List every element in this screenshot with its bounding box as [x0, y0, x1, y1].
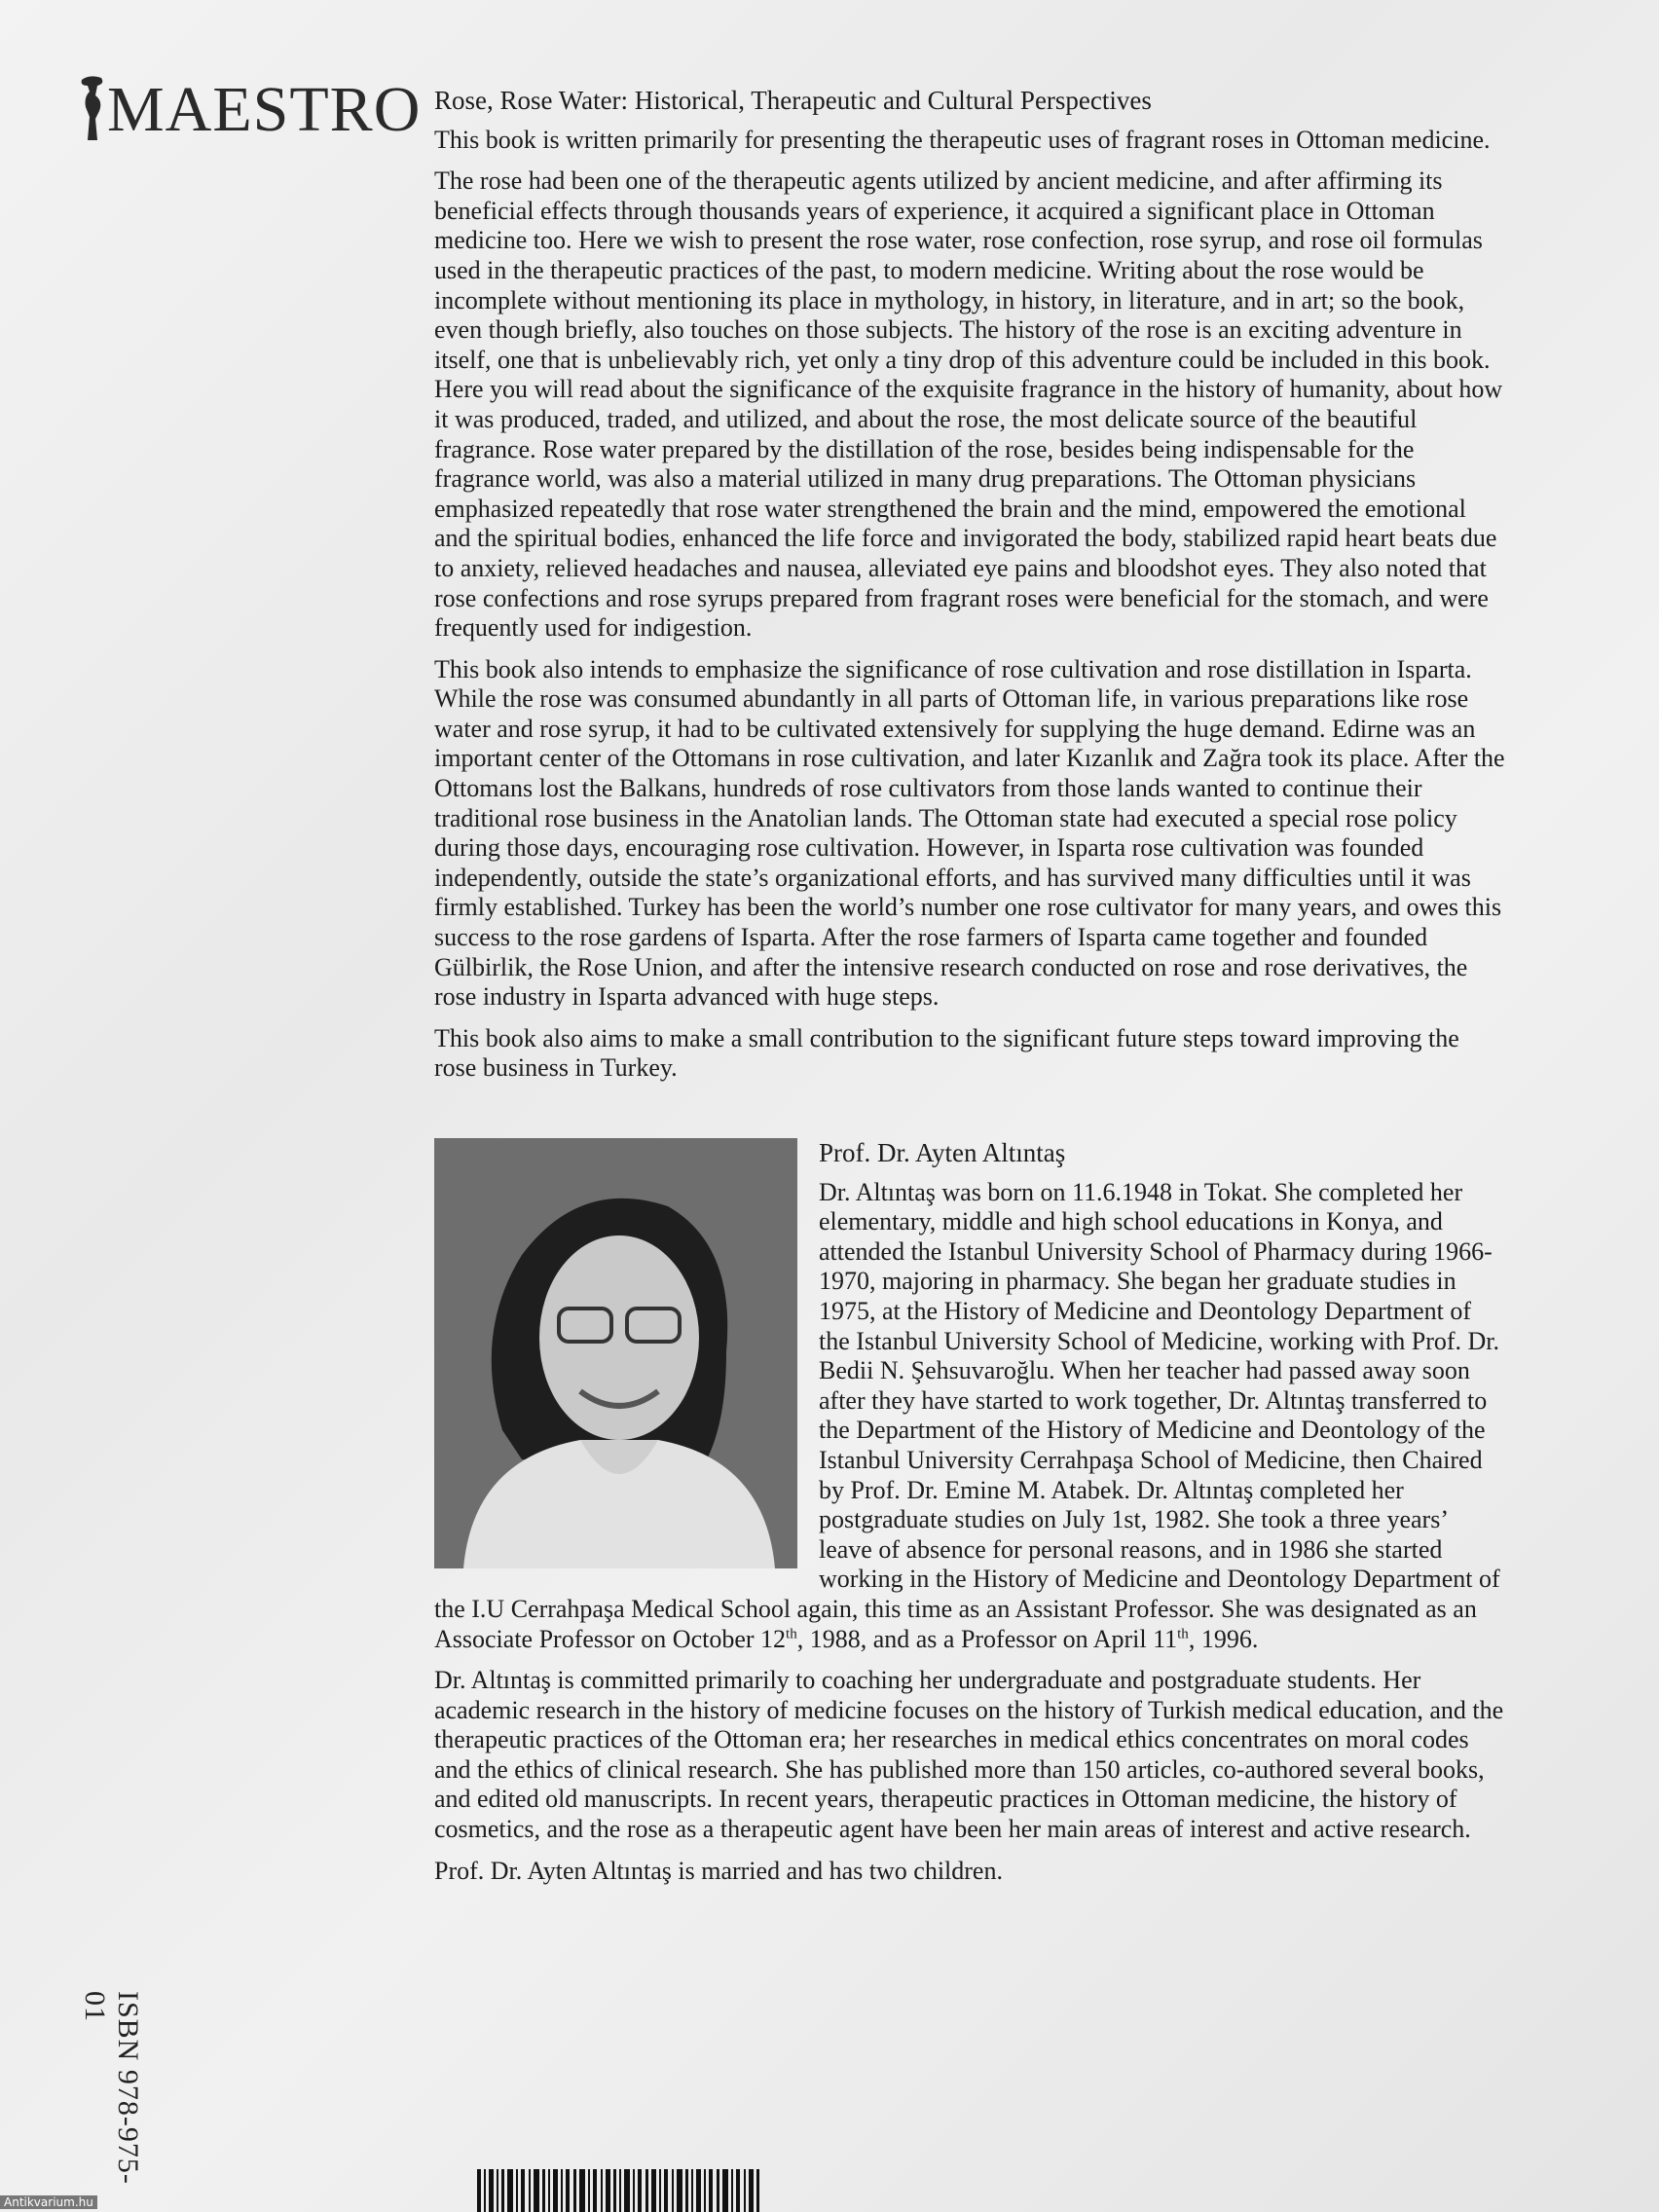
barcode-icon: [477, 2169, 759, 2212]
isbn-number: ISBN 978-975-01: [79, 1991, 144, 2185]
book-paragraph: This book also intends to emphasize the significance of rose cultivation and rose distillation in Isparta. While the rose was consumed abundantly in all parts of Ottoman life, in various preparations like rose water and rose syrup, it had to be cultivated extensively for supplying the huge demand. Edirne was an important center of the Ottomans in rose cultivation, and later Kızanlık and Zağra took its place. After the Ottomans lost the Balkans, hundreds of rose cultivators from those lands wanted to continue their traditional rose business in the Anatolian lands. The Ottoman state had executed a special rose policy during those days, encouraging rose cultivation. However, in Isparta rose cultivation was founded independently, outside the state’s organizational efforts, and has survived many difficulties until it was firmly established. Turkey has been the world’s number one rose cultivator for many years, and owes this success to the rose gardens of Isparta. After the rose farmers of Isparta came together and founded Gülbirlik, the Rose Union, and after the intensive research conducted on rose and rose derivatives, the rose industry in Isparta advanced with huge steps.: [434, 654, 1505, 1012]
logo-text: MAESTRO: [107, 74, 422, 145]
author-photo: [434, 1138, 797, 1568]
back-cover-text: [434, 86, 1505, 1898]
book-paragraph: This book also aims to make a small contribution to the significant future steps toward improving the rose business in Turkey.: [434, 1023, 1459, 1083]
watermark: Antikvarium.hu: [0, 2195, 97, 2209]
book-paragraph: The rose had been one of the therapeutic agents utilized by ancient medicine, and after affirming its beneficial effects through thousands years of experience, it acquired a significant place in Ottoman medicine too. Here we wish to present the rose water, rose confection, rose syrup, and rose oil formulas used in the therapeutic practices of the past, to modern medicine. Writing about the rose would be incomplete without mentioning its place in mythology, in history, in literature, and in art; so the book, even though briefly, also touches on those subjects. The history of the rose is an exciting adventure in itself, one that is unbelievably rich, yet only a tiny drop of this adventure could be included in this book. Here you will read about the significance of the exquisite fragrance in the history of humanity, about how it was produced, traded, and utilized, and about the rose, the most delicate source of the beautiful fragrance. Rose water prepared by the distillation of the rose, besides being indispensable for the fragrance world, was also a material utilized in many drug preparations. The Ottoman physicians emphasized repeatedly that rose water strengthened the brain and the mind, empowered the emotional and the spiritual bodies, enhanced the life force and invigorated the body, stabilized rapid heart beats due to anxiety, relieved headaches and nausea, alleviated eye pains and bloodshot eyes. They also noted that rose confections and rose syrups prepared from fragrant roses were beneficial for the stomach, and were frequently used for indigestion.: [434, 166, 1503, 643]
author-research: Dr. Altıntaş is committed primarily to coaching her undergraduate and postgraduate students. Her academic research in the history of medicine focuses on the history of Turkish medical education, and the therapeutic practices of the Ottoman era; her researches in medical ethics concentrates on moral codes and the ethics of clinical research. She has published more than 150 articles, co-authored several books, and edited old manuscripts. In recent years, therapeutic practices in Ottoman medicine, the history of cosmetics, and the rose as a therapeutic agent have been her main areas of interest and active research.: [434, 1666, 1504, 1844]
book-title: Rose, Rose Water: Historical, Therapeutic and Cultural Perspectives: [434, 86, 1152, 115]
author-section: [434, 1138, 1505, 1886]
book-paragraph: This book is written primarily for presenting the therapeutic uses of fragrant roses in Ottoman medicine.: [434, 125, 1491, 154]
author-family: Prof. Dr. Ayten Altıntaş is married and has two children.: [434, 1856, 1003, 1885]
logo-figure-icon: [76, 72, 111, 142]
publisher-logo: [76, 72, 422, 145]
author-name: Prof. Dr. Ayten Altıntaş: [819, 1138, 1066, 1167]
author-bio: Dr. Altıntaş was born on 11.6.1948 in Tokat. She completed her elementary, middle and high school educations in Konya, and attended the Istanbul University School of Pharmacy during 1966-1970, majoring in pharmacy. She began her graduate studies in 1975, at the History of Medicine and Deontology Department of the Istanbul University School of Medicine, working with Prof. Dr. Bedii N. Şehsuvaroğlu. When her teacher had passed away soon after they have started to work together, Dr. Altıntaş transferred to the Department of the History of Medicine and Deontology of the Istanbul University Cerrahpaşa School of Medicine, then Chaired by Prof. Dr. Emine M. Atabek. Dr. Altıntaş completed her postgraduate studies on July 1st, 1982. She took a three years’ leave of absence for personal reasons, and in 1986 she started working in the History of Medicine and Deontology Department of the I.U Cerrahpaşa Medical School again, this time as an Assistant Professor. She was designated as an Associate Professor on October 12th, 1988, and as a Professor on April 11th, 1996.: [434, 1177, 1500, 1653]
